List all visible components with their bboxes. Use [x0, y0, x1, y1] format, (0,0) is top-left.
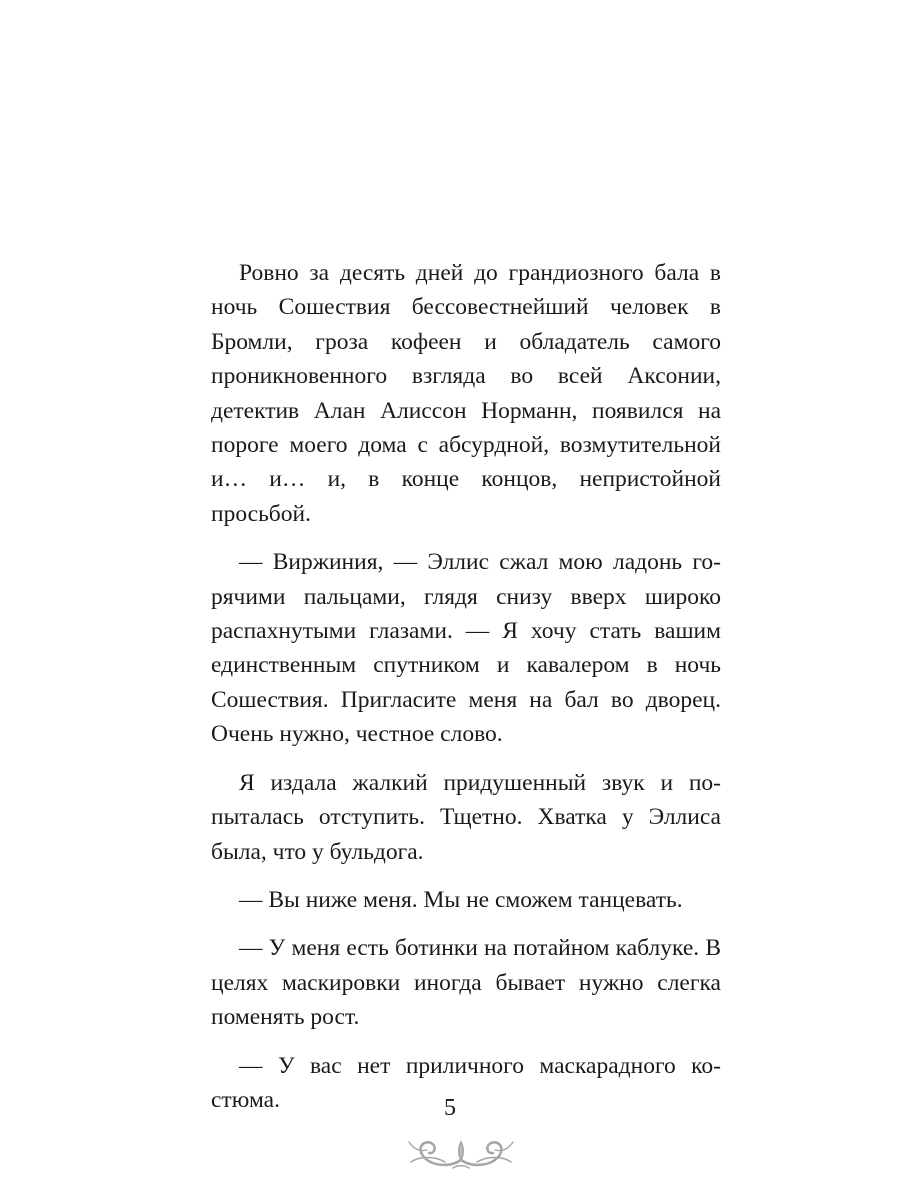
paragraph: — Вы ниже меня. Мы не сможем танцевать.	[239, 886, 683, 913]
paragraph: Я издала жалкий придушенный звук и попыталась отступить. Тщетно. Хватка у Эллиса была, что у бульдога.	[211, 769, 721, 865]
paragraph: — У вас нет приличного маскарадного костюма.	[211, 1052, 721, 1113]
page-number: 5	[444, 1095, 456, 1121]
flourish-ornament-icon	[405, 1126, 517, 1174]
paragraph: — Виржиния, — Эллис сжал мою ладонь горячими пальцами, глядя снизу вверх широко распахнутыми глазами. — Я хочу стать вашим единственным спутником и кавалером в ночь Сошествия. Пригласите меня на бал во дворец. Очень нужно, честное слово.	[211, 549, 721, 748]
page-text	[211, 256, 721, 1117]
paragraph: — У меня есть ботинки на потайном каблуке. В целях маскировки иногда бывает нужно слегка поменять рост.	[211, 935, 721, 1031]
paragraph: Ровно за десять дней до грандиозного бала в ночь Сошествия бессовестнейший человек в Бромли, гроза кофеен и обладатель самого проникновенного взгляда во всей Аксонии, детектив Алан Алиссон Норманн, появился на пороге моего дома с абсурдной, возмутительной и… и… и, в конце концов, непристойной просьбой.	[211, 260, 721, 527]
